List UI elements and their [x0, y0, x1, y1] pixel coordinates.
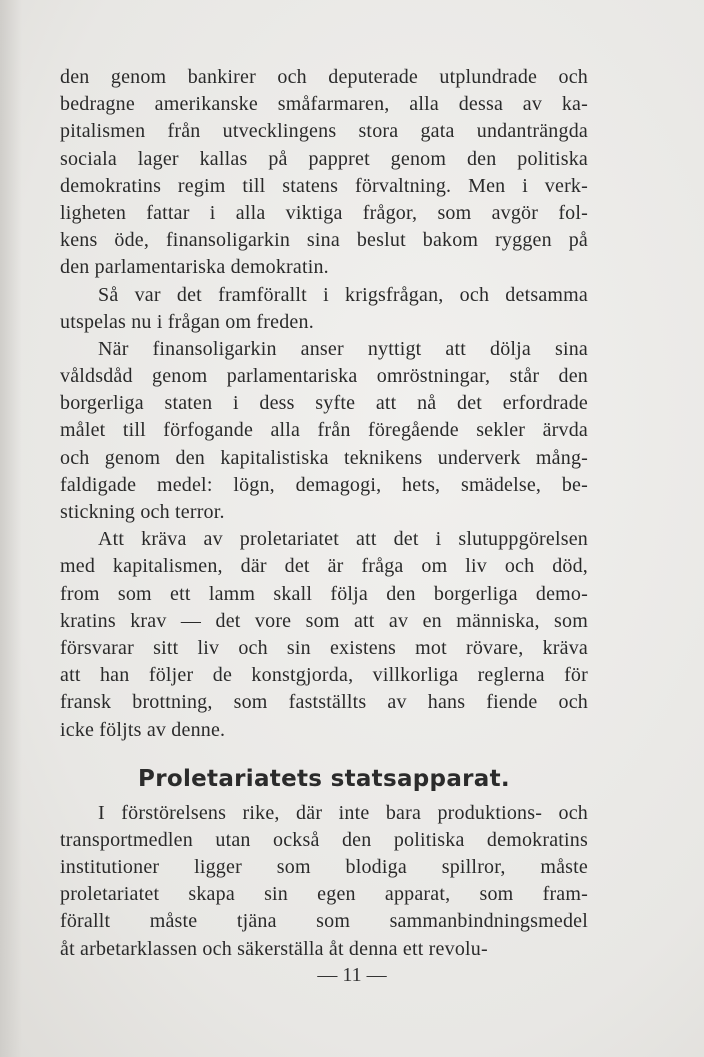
- paragraph: [60, 336, 588, 526]
- text-line: Att kräva av proletariatet att det i slutuppgörelsen: [98, 528, 588, 551]
- page-gutter-shadow: [0, 0, 22, 1057]
- paragraph: [60, 800, 588, 963]
- text-line: förallt måste tjäna som sammanbindningsmedel: [60, 910, 588, 933]
- text-line: När finansoligarkin anser nyttigt att dölja sina: [98, 337, 588, 360]
- text-line: icke följts av denne.: [60, 718, 226, 741]
- section-heading: Proletariatets statsapparat.: [138, 765, 510, 792]
- text-line: demokratins regim till statens förvaltning. Men i verk-: [60, 174, 588, 197]
- text-line: ligheten fattar i alla viktiga frågor, som avgör fol-: [60, 201, 588, 224]
- text-line: sociala lager kallas på pappret genom den politiska: [60, 147, 588, 170]
- paragraph: [60, 64, 588, 282]
- text-line: åt arbetarklassen och säkerställa åt denna ett revolu-: [60, 937, 488, 960]
- text-line: våldsdåd genom parlamentariska omröstningar, står den: [60, 365, 588, 388]
- text-line: utspelas nu i frågan om freden.: [60, 310, 314, 333]
- text-line: faldigade medel: lögn, demagogi, hets, smädelse, be-: [60, 473, 588, 496]
- text-line: proletariatet skapa sin egen apparat, som fram-: [60, 883, 588, 906]
- text-line: I förstörelsens rike, där inte bara produktions- och: [98, 801, 588, 824]
- text-line: Så var det framförallt i krigsfrågan, och detsamma: [98, 283, 588, 306]
- text-line: och genom den kapitalistiska teknikens underverk mång-: [60, 446, 588, 469]
- paragraph: [60, 282, 588, 336]
- text-line: institutioner ligger som blodiga spillror, måste: [60, 856, 588, 879]
- text-line: borgerliga staten i dess syfte att nå det erfordrade: [60, 392, 588, 415]
- text-line: målet till förfogande alla från föregående sekler ärvda: [60, 419, 588, 442]
- text-line: transportmedlen utan också den politiska demokratins: [60, 828, 588, 851]
- text-line: fransk brottning, som fastställts av hans fiende och: [60, 691, 588, 714]
- text-line: bedragne amerikanske småfarmaren, alla dessa av ka-: [60, 93, 588, 116]
- paragraph: [60, 526, 588, 744]
- body-text: [60, 64, 588, 963]
- text-before-heading: [60, 64, 588, 744]
- text-line: den parlamentariska demokratin.: [60, 256, 329, 279]
- text-line: stickning och terror.: [60, 501, 225, 523]
- text-line: med kapitalismen, där det är fråga om liv och död,: [60, 555, 588, 578]
- text-line: försvarar sitt liv och sin existens mot rövare, kräva: [60, 636, 588, 659]
- text-line: den genom bankirer och deputerade utplundrade och: [60, 66, 588, 88]
- text-line: pitalismen från utvecklingens stora gata undanträngda: [60, 120, 588, 143]
- text-line: att han följer de konstgjorda, villkorliga reglerna för: [60, 664, 588, 687]
- page-number: — 11 —: [317, 964, 387, 986]
- text-line: from som ett lamm skall följa den borgerliga demo-: [60, 582, 588, 605]
- text-after-heading: [60, 800, 588, 963]
- text-line: kens öde, finansoligarkin sina beslut bakom ryggen på: [60, 229, 588, 252]
- text-line: kratins krav — det vore som att av en människa, som: [60, 609, 588, 632]
